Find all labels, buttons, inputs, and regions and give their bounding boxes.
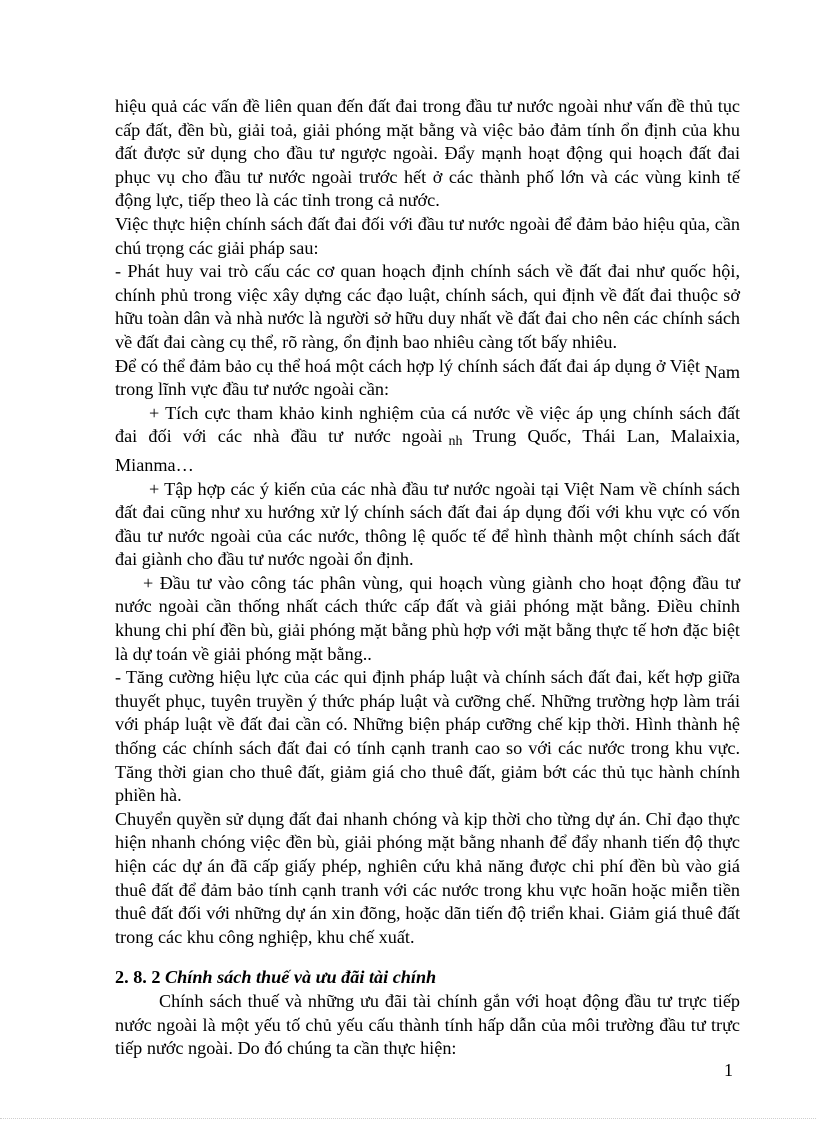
paragraph-tax-policy: Chính sách thuế và những ưu đãi tài chính gắn với hoạt động đầu tư trực tiếp nước ngoài là một yếu tố chủ yếu cấu thành tính hấp dẫn của môi trường đầu tư trực tiếp nước ngoài. Do đó chúng ta cần thực hiện:	[115, 990, 740, 1059]
page-bottom-border	[0, 1118, 816, 1119]
paragraph-investor-opinions: + Tập hợp các ý kiến của các nhà đầu tư nước ngoài tại Việt Nam về chính sách đất đai cũng như xu hướng xử lý chính sách đất đai áp dụng đối với khu vực có vốn đầu tư nước ngoài của các nước, thông lệ quốc tế để hình thành một chính sách đất đai giành cho đầu tư nước ngoài ổn định.	[115, 478, 740, 570]
paragraph-experience-text: + Tích cực tham khảo kinh nghiệm của cá nước về việc áp ụng chính sách đất đai đối với các nhà đầu tư nước ngoài	[115, 402, 740, 447]
vietnam-nam-word: Nam	[704, 361, 740, 382]
stray-nh-fragment: nh	[448, 434, 463, 450]
paragraph-land-policy-intro: Việc thực hiện chính sách đất đai đối với đầu tư nước ngoài để đảm bảo hiệu qủa, cần chú trọng các giải pháp sau:	[115, 213, 740, 258]
paragraph-vietnam-policy	[115, 355, 740, 402]
section-title: Chính sách thuế và ưu đãi tài chính	[165, 967, 437, 988]
paragraph-zoning: + Đầu tư vào công tác phân vùng, qui hoạch vùng giành cho hoạt động đầu tư nước ngoài cần thống nhất cách thức cấp đất và giải phóng mặt bằng. Điều chỉnh khung chi phí đền bù, giải phóng mặt bằng phù hợp với mặt bằng thực tế hơn đặc biệt là dự toán về giải phóng mặt bằng..	[115, 572, 740, 664]
paragraph-vietnam-text: Để có thể đảm bảo cụ thể hoá một cách hợp lý chính sách đất đai áp dụng ở Việt	[115, 355, 705, 376]
page-number: 1	[724, 1060, 733, 1080]
paragraph-vietnam-rest: trong lĩnh vực đầu tư nước ngoài cần:	[115, 379, 390, 400]
paragraph-policy-makers: - Phát huy vai trò cấu các cơ quan hoạch định chính sách về đất đai như quốc hội, chính phủ trong việc xây dựng các đạo luật, chính sách, qui định về đất đai thuộc sở hữu toàn dân và nhà nước là người sở hữu duy nhất về đất đai cho nên các chính sách về đất đai càng cụ thể, rõ ràng, ổn định bao nhiêu càng tốt bấy nhiêu.	[115, 261, 740, 352]
page-body	[115, 95, 740, 1061]
paragraph-land-transfer: Chuyển quyền sử dụng đất đai nhanh chóng và kịp thời cho từng dự án. Chỉ đạo thực hiện nhanh chóng việc đền bù, giải phóng mặt bằng nhanh để đẩy nhanh tiến độ thực hiện các dự án đã cấp giấy phép, nghiên cứu khả năng được chi phí đền bù vào giá thuê đất để đảm bảo tính cạnh tranh với các nước trong khu vực hoãn hoặc miễn tiền thuê đất đối với những dự án xin đõng, hoặc dãn tiến độ triển khai. Giảm giá thuê đất trong các khu công nghiệp, khu chế xuất.	[115, 808, 740, 947]
paragraph-experience-countries: Trung Quốc, Thái Lan, Malaixia, Mianma…	[115, 426, 741, 475]
paragraph-land-procedures: hiệu quả các vấn đề liên quan đến đất đai trong đầu tư nước ngoài như vấn đề thủ tục cấp đất, đền bù, giải toả, giải phóng mặt bằng và việc bảo đảm tính ổn định của khu đất được sử dụng cho đầu tư ngược ngoài. Đẩy mạnh hoạt động qui hoạch đất đai phục vụ cho đầu tư nước ngoài trước hết ở các thành phố lớn và các vùng kinh tế động lực, tiếp theo là các tỉnh trong cả nước.	[115, 96, 740, 211]
section-number: 2. 8. 2	[115, 967, 166, 988]
paragraph-experience	[115, 402, 740, 478]
section-heading	[115, 966, 740, 990]
paragraph-law-enforcement: - Tăng cường hiệu lực của các qui định pháp luật và chính sách đất đai, kết hợp giữa thuyết phục, tuyên truyền ý thức pháp luật và cưỡng chế. Những trường hợp làm trái với pháp luật về đất đai cần có. Những biện pháp cưỡng chế kịp thời. Hình thành hệ thống các chính sách đất đai có tính cạnh tranh cao so với các nước trong khu vực. Tăng thời gian cho thuê đất, giảm giá cho thuê đất, giảm bớt các thủ tục hành chính phiền hà.	[115, 667, 740, 806]
